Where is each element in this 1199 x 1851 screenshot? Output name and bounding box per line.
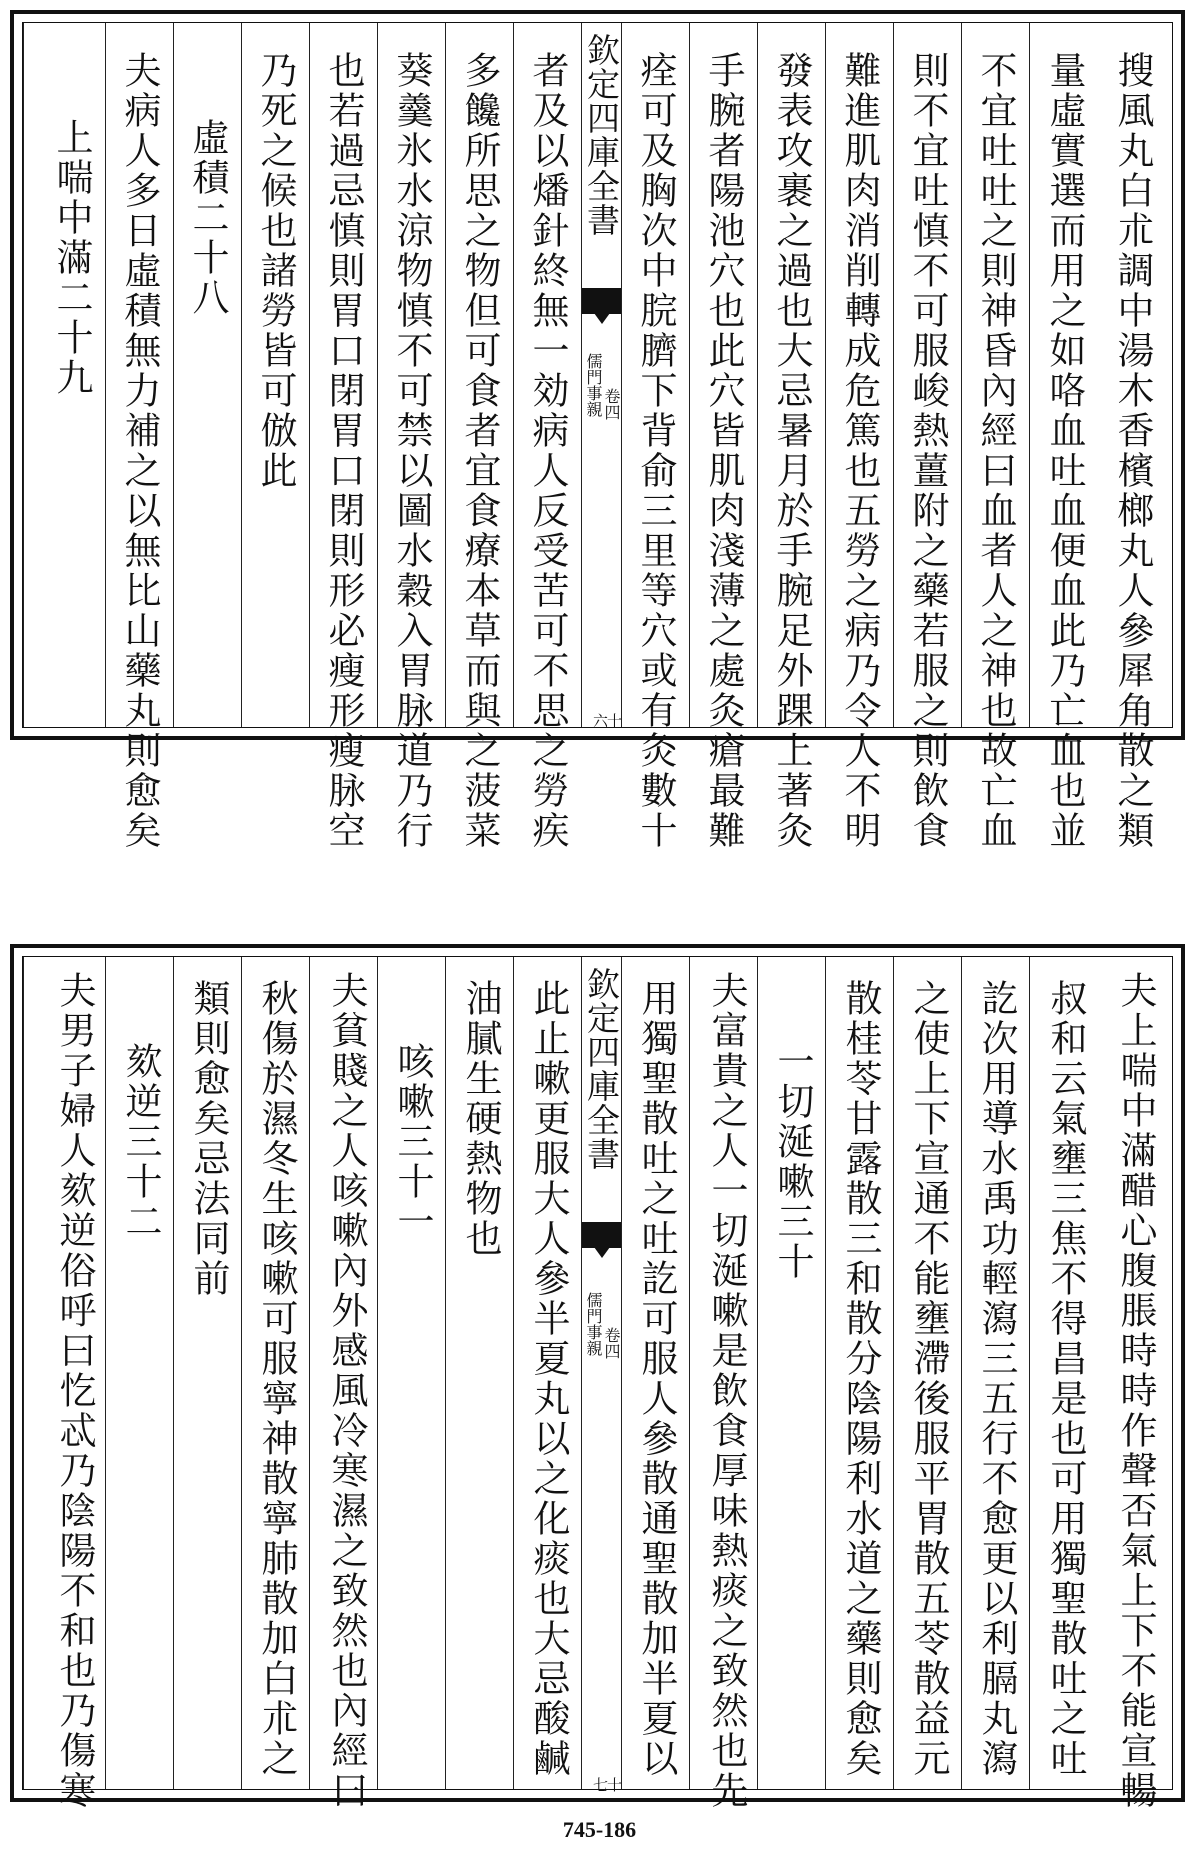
- section-heading: 一切涎嗽三十: [757, 957, 825, 1789]
- page-frame: [22, 956, 1173, 1811]
- text-column: 量虛實選而用之如咯血吐血便血此乃亡血也並: [1029, 23, 1098, 727]
- volume-label: 卷四: [602, 1327, 621, 1359]
- text-column: 類則愈矣忌法同前: [173, 957, 241, 1789]
- folio-number: 十六: [591, 713, 623, 728]
- text-column: 多饞所思之物但可食者宜食療本草而與之菠菜: [445, 23, 513, 727]
- text-column: 此止嗽更服大人參半夏丸以之化痰也大忌酸鹹: [513, 957, 581, 1789]
- text-column: 訖次用導水禹功輕瀉三五行不愈更以利膈丸瀉: [961, 957, 1029, 1789]
- text-column: 夫病人多日虛積無力補之以無比山藥丸則愈矣: [105, 23, 173, 727]
- text-column: 者及以燔針終無一効病人反受苦可不思之勞疾: [513, 23, 581, 727]
- fishtail-mark: [582, 288, 621, 330]
- section-heading: 欬逆三十二: [105, 957, 173, 1789]
- text-column: 手腕者陽池穴也此穴皆肌肉淺薄之處灸瘡最難: [689, 23, 757, 727]
- text-column: 秋傷於濕冬生咳嗽可服寧神散寧肺散加白朮之: [241, 957, 309, 1789]
- text-column: 乃死之候也諸勞皆可倣此: [241, 23, 309, 727]
- page-bottom: [10, 944, 1185, 1811]
- text-column: 夫上喘中滿醋心腹脹時時作聲否氣上下不能宣暢: [1114, 971, 1157, 1811]
- book-series-title: 欽定四庫全書: [582, 33, 621, 237]
- page-top: [10, 10, 1185, 851]
- section-heading: 上喘中滿二十九: [23, 23, 105, 727]
- text-column: 油膩生硬熱物也: [445, 957, 513, 1789]
- text-column: 發表攻裹之過也大忌暑月於手腕足外踝上著灸: [757, 23, 825, 727]
- text-column: 散桂苓甘露散三和散分陰陽利水道之藥則愈矣: [825, 957, 893, 1789]
- section-heading: 虛積二十八: [173, 23, 241, 727]
- fishtail-mark: [582, 1222, 621, 1264]
- text-column: 夫貧賤之人咳嗽內外感風冷寒濕之致然也內經曰: [309, 957, 377, 1789]
- book-series-title: 欽定四庫全書: [582, 967, 621, 1171]
- book-title: 儒門事親: [584, 1292, 603, 1356]
- text-column: 之使上下宣通不能壅滯後服平胃散五苓散益元: [893, 957, 961, 1789]
- volume-label: 卷四: [602, 388, 621, 420]
- center-fold: [581, 23, 621, 727]
- text-column: 則不宜吐慎不可服峻熱薑附之藥若服之則飲食: [893, 23, 961, 727]
- folio-number: 十七: [591, 1777, 623, 1792]
- text-column: 叔和云氣壅三焦不得昌是也可用獨聖散吐之吐: [1029, 957, 1098, 1789]
- text-column: 不宜吐吐之則神昏內經曰血者人之神也故亡血: [961, 23, 1029, 727]
- section-heading: 咳嗽三十一: [377, 957, 445, 1789]
- center-fold: [581, 957, 623, 1792]
- text-column: 葵羹氷水涼物慎不可禁以圖水穀入胃脉道乃行: [377, 23, 445, 727]
- page-number: 745-186: [562, 1817, 637, 1842]
- text-column: 夫富貴之人一切涎嗽是飲食厚味熱痰之致然也先: [689, 957, 757, 1789]
- text-column: 搜風丸白朮調中湯木香檳榔丸人參犀角散之類: [1111, 51, 1154, 851]
- text-column: 用獨聖散吐之吐訖可服人參散通聖散加半夏以: [621, 957, 689, 1789]
- text-column: 痊可及胸次中脘臍下背俞三里等穴或有灸數十: [621, 23, 689, 727]
- text-column: 夫男子婦人欬逆俗呼曰忔忒乃陰陽不和也乃傷寒: [23, 957, 105, 1789]
- text-column: 難進肌肉消削轉成危篤也五勞之病乃令人不明: [825, 23, 893, 727]
- page-frame: [22, 22, 1173, 851]
- text-column: 也若過忌慎則胃口閉胃口閉則形必瘦形瘦脉空: [309, 23, 377, 727]
- book-title: 儒門事親: [584, 353, 603, 417]
